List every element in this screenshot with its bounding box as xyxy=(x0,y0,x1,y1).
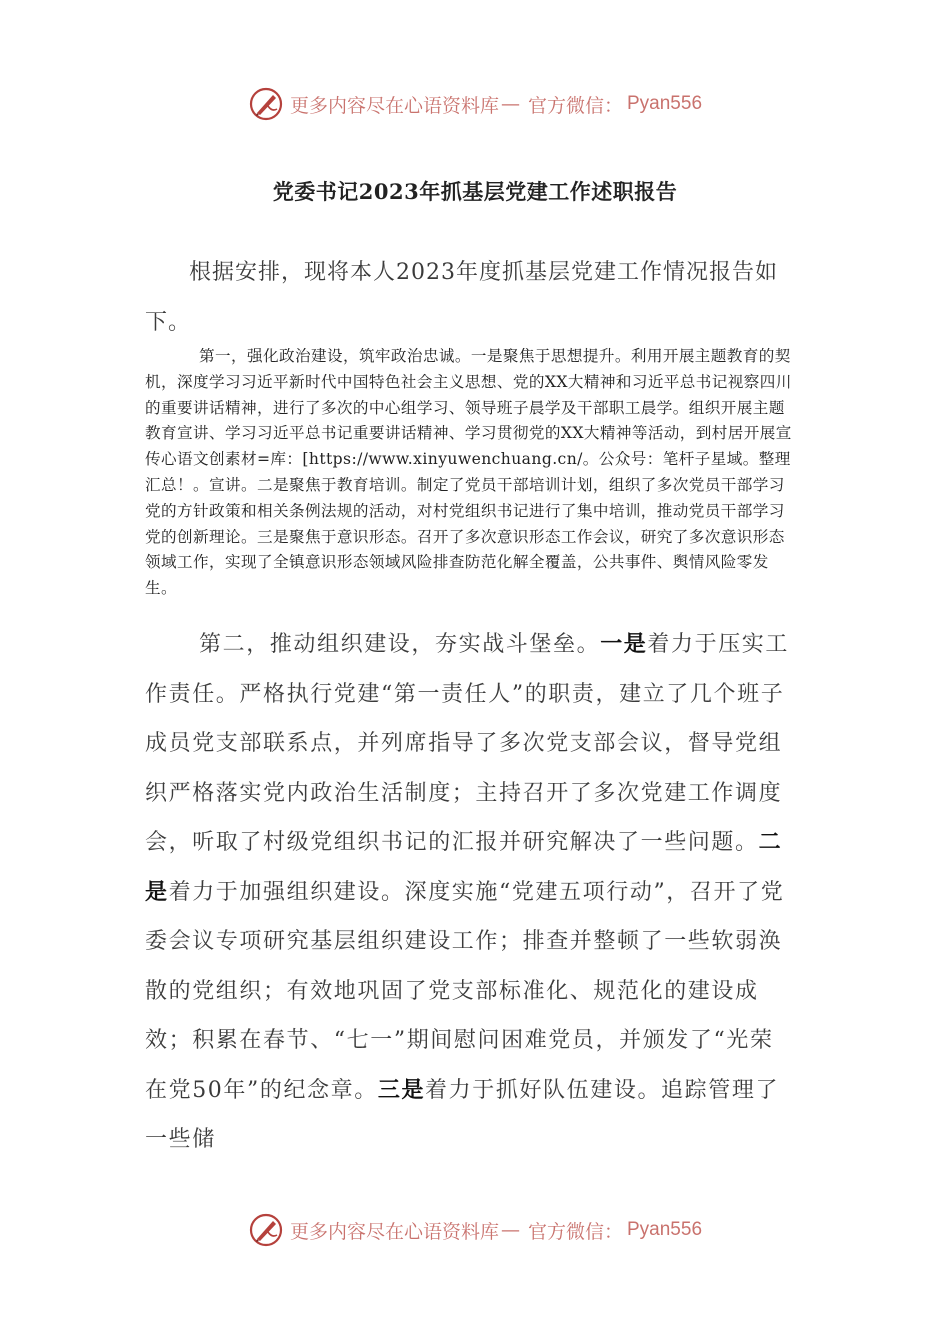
banner-text: 更多内容尽在心语资料库 xyxy=(289,1220,499,1243)
banner-wechat-label: 官方微信： xyxy=(527,1220,623,1243)
pen-logo-icon xyxy=(248,86,284,122)
header-banner xyxy=(0,82,950,126)
intro-paragraph: 根据安排，现将本人2023年度抓基层党建工作情况报告如下。 xyxy=(145,260,778,335)
banner-wechat-label: 官方微信： xyxy=(527,94,623,117)
section-1-paragraph: 第一，强化政治建设，筑牢政治忠诚。一是聚焦于思想提升。利用开展主题教育的契机，深度学习习近平新时代中国特色社会主义思想、党的XX大精神和习近平总书记视察四川的重要讲话精神，进行了多次的中心组学习、领导班子晨学及干部职工晨学。组织开展主题教育宣讲、学习习近平总书记重要讲话精神、学习贯彻党的XX大精神等活动，到村居开展宣传心语文创素材=库：[https://www.xinyuwenchuang.cn/。公众号：笔杆子星域。整理汇总！。宣讲。二是聚焦于教育培训。制定了党员干部培训计划，组织了多次党员干部学习党的方针政策和相关条例法规的活动，对村党组织书记进行了集中培训，推动党员干部学习党的创新理论。三是聚焦于意识形态。召开了多次意识形态工作会议，研究了多次意识形态领域工作，实现了全镇意识形态领域风险排查防范化解全覆盖，公共事件、舆情风险零发生。 xyxy=(145,347,792,598)
point-2-label: 二是 xyxy=(145,829,783,905)
section-2-paragraph xyxy=(145,620,793,1165)
banner-separator: — xyxy=(500,93,520,115)
pen-logo-icon xyxy=(248,1212,284,1248)
point-1-label: 一是 xyxy=(600,631,648,657)
banner-separator: — xyxy=(500,1219,520,1241)
point-3-text: 着力于抓好队伍建设。追踪管理了一些储 xyxy=(145,1077,780,1152)
point-1-text: 着力于压实工作责任。严格执行党建“第一责任人”的职责，建立了几个班子成员党支部联系点，并列席指导了多次党支部会议，督导党组织严格落实党内政治生活制度；主持召开了多次党建工作调度会，听取了村级党组织书记的汇报并研究解决了一些问题。 xyxy=(145,632,790,855)
banner-wechat-id: Pyan556 xyxy=(627,93,703,114)
point-2-text: 着力于加强组织建设。深度实施“党建五项行动”，召开了党委会议专项研究基层组织建设工作；排查并整顿了一些软弱涣散的党组织；有效地巩固了党支部标准化、规范化的建设成效；积累在春节、“七一”期间慰问困难党员，并颁发了“光荣在党50年”的纪念章。 xyxy=(145,879,785,1103)
document-title: 党委书记2023年抓基层党建工作述职报告 xyxy=(272,179,678,204)
section-2-lead: 第二，推动组织建设，夯实战斗堡垒。 xyxy=(199,632,601,657)
point-3-label: 三是 xyxy=(377,1076,426,1103)
banner-wechat-id: Pyan556 xyxy=(627,1219,703,1240)
banner-text: 更多内容尽在心语资料库 xyxy=(289,94,499,117)
footer-banner xyxy=(0,1208,950,1252)
